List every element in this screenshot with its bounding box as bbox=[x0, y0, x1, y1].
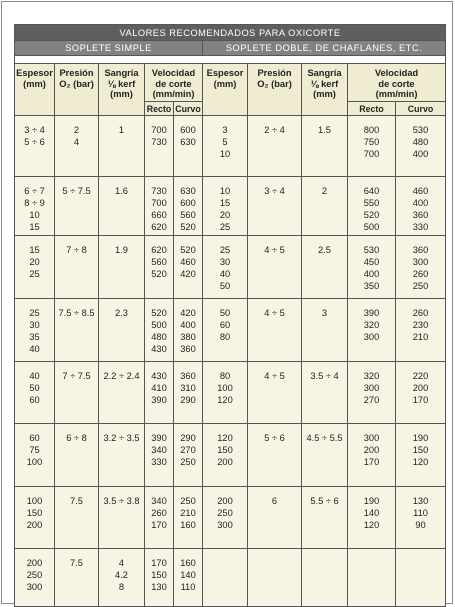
cell-simple-espesor bbox=[15, 236, 55, 299]
cell-doble-sangria bbox=[302, 177, 348, 236]
cell-value: 600 bbox=[180, 198, 196, 208]
cell-simple-sangria bbox=[99, 487, 145, 549]
cell-value: 290 bbox=[180, 395, 196, 405]
cell-value: 260 bbox=[412, 269, 429, 279]
cell-doble-sangria bbox=[302, 424, 348, 487]
cell-simple-sangria bbox=[99, 549, 145, 607]
table-title: VALORES RECOMENDADOS PARA OXICORTE bbox=[15, 25, 446, 41]
table-row bbox=[15, 362, 446, 424]
cell-value: 3 ÷ 4 bbox=[24, 125, 45, 135]
cell-value: 4 ÷ 5 bbox=[264, 371, 285, 381]
cell-value: 7.5 ÷ 8.5 bbox=[58, 308, 95, 318]
cell-doble-sangria bbox=[302, 487, 348, 549]
cell-value: 130 bbox=[151, 582, 167, 592]
cell-value: 340 bbox=[151, 445, 167, 455]
cell-doble-presion bbox=[248, 236, 302, 299]
cell-value: 800 bbox=[363, 125, 380, 135]
cell-doble-espesor bbox=[203, 424, 248, 487]
cell-value: 750 bbox=[363, 137, 380, 147]
cell-value: 100 bbox=[217, 383, 233, 393]
table-row bbox=[15, 116, 446, 177]
cell-simple-curvo bbox=[174, 299, 203, 362]
cell-simple-presion bbox=[55, 362, 99, 424]
cell-value: 220 bbox=[412, 371, 429, 381]
cell-value: 25 bbox=[219, 245, 231, 255]
cell-simple-recto bbox=[145, 177, 174, 236]
cell-value: 100 bbox=[26, 496, 43, 506]
cell-simple-sangria bbox=[99, 424, 145, 487]
cell-doble-curvo bbox=[396, 362, 446, 424]
cell-value: 2 bbox=[321, 186, 328, 196]
cell-value: 1.9 bbox=[115, 245, 128, 255]
cell-value: 3 ÷ 4 bbox=[264, 186, 285, 196]
cell-value: 250 bbox=[217, 508, 233, 518]
cell-value: 700 bbox=[363, 149, 380, 159]
section-doble: SOPLETE DOBLE, DE CHAFLANES, ETC. bbox=[203, 41, 446, 56]
cell-doble-recto bbox=[348, 424, 396, 487]
cell-simple-recto bbox=[145, 424, 174, 487]
cell-value: 420 bbox=[180, 308, 196, 318]
cell-simple-curvo bbox=[174, 236, 203, 299]
cell-value: 300 bbox=[26, 582, 43, 592]
cell-doble-recto bbox=[348, 362, 396, 424]
cell-value: 15 bbox=[29, 222, 40, 232]
cell-simple-curvo bbox=[174, 549, 203, 607]
cell-value: 200 bbox=[412, 383, 429, 393]
cell-doble-recto bbox=[348, 487, 396, 549]
cell-simple-espesor bbox=[15, 362, 55, 424]
cell-value: 480 bbox=[412, 137, 429, 147]
cell-value: 140 bbox=[180, 570, 196, 580]
cell-doble-curvo bbox=[396, 487, 446, 549]
cell-simple-presion bbox=[55, 299, 99, 362]
cell-doble-presion bbox=[248, 299, 302, 362]
cell-value: 300 bbox=[217, 520, 233, 530]
cell-value: 4.2 bbox=[115, 570, 128, 580]
cell-value: 2 ÷ 4 bbox=[264, 125, 285, 135]
cell-value: 80 bbox=[219, 332, 231, 342]
cell-value: 25 bbox=[29, 269, 40, 279]
cell-value: 450 bbox=[363, 257, 380, 267]
cell-value: 290 bbox=[180, 433, 196, 443]
cell-value: 35 bbox=[29, 332, 40, 342]
table-row bbox=[15, 487, 446, 549]
cell-value: 170 bbox=[151, 558, 167, 568]
cell-simple-espesor bbox=[15, 177, 55, 236]
cell-value: 620 bbox=[151, 245, 167, 255]
header-presion: Presión O₂ (bar) bbox=[55, 64, 99, 116]
cell-doble-sangria bbox=[302, 236, 348, 299]
cell-value: 190 bbox=[412, 433, 429, 443]
cell-value: 300 bbox=[412, 257, 429, 267]
cell-value: 520 bbox=[180, 245, 196, 255]
cell-doble-recto bbox=[348, 177, 396, 236]
oxicorte-table bbox=[14, 24, 446, 607]
cell-value: 50 bbox=[219, 308, 231, 318]
cell-value: 160 bbox=[180, 520, 196, 530]
cell-value: 60 bbox=[219, 320, 231, 330]
cell-doble-sangria bbox=[302, 362, 348, 424]
cell-simple-curvo bbox=[174, 362, 203, 424]
cell-value: 10 bbox=[29, 210, 40, 220]
header-sangria: Sangría ⅛ kerf (mm) bbox=[99, 64, 145, 116]
cell-value: 4 bbox=[118, 558, 125, 568]
cell-value: 630 bbox=[180, 137, 196, 147]
cell-value: 1.6 bbox=[115, 186, 128, 196]
header-curvo-doble: Curvo bbox=[396, 102, 446, 116]
cell-value: 410 bbox=[151, 383, 167, 393]
cell-value: 530 bbox=[363, 245, 380, 255]
cell-value: 400 bbox=[363, 269, 380, 279]
header-recto: Recto bbox=[145, 102, 174, 116]
cell-doble-espesor bbox=[203, 236, 248, 299]
cell-simple-presion bbox=[55, 236, 99, 299]
cell-value: 6 ÷ 8 bbox=[66, 433, 87, 443]
cell-simple-recto bbox=[145, 362, 174, 424]
cell-value: 4 ÷ 5 bbox=[264, 308, 285, 318]
cell-value: 300 bbox=[363, 383, 380, 393]
cell-doble-presion bbox=[248, 362, 302, 424]
cell-value: 360 bbox=[412, 210, 429, 220]
cell-value: 10 bbox=[219, 149, 231, 159]
cell-value: 310 bbox=[180, 383, 196, 393]
cell-simple-espesor bbox=[15, 116, 55, 177]
cell-value: 7.5 bbox=[70, 558, 83, 568]
cell-value: 4.5 ÷ 5.5 bbox=[306, 433, 343, 443]
cell-value: 20 bbox=[29, 257, 40, 267]
cell-value: 250 bbox=[180, 457, 196, 467]
cell-value: 120 bbox=[363, 520, 380, 530]
header-velocidad-doble: Velocidad de corte (mm/min) bbox=[348, 64, 446, 102]
cell-value: 140 bbox=[363, 508, 380, 518]
cell-value: 320 bbox=[363, 320, 380, 330]
cell-value: 60 bbox=[29, 433, 40, 443]
cell-value: 430 bbox=[151, 344, 167, 354]
cell-simple-recto bbox=[145, 236, 174, 299]
cell-doble-curvo bbox=[396, 424, 446, 487]
cell-doble-recto bbox=[348, 299, 396, 362]
cell-value: 200 bbox=[217, 496, 233, 506]
header-espesor: Espesor (mm) bbox=[15, 64, 55, 116]
cell-value: 80 bbox=[219, 371, 231, 381]
cell-value: 150 bbox=[151, 570, 167, 580]
cell-doble-curvo bbox=[396, 549, 446, 607]
document-frame bbox=[1, 1, 453, 604]
table-row bbox=[15, 177, 446, 236]
cell-value: 190 bbox=[363, 496, 380, 506]
cell-value: 160 bbox=[180, 558, 196, 568]
cell-value: 7 ÷ 7.5 bbox=[62, 371, 91, 381]
cell-value: 50 bbox=[219, 281, 231, 291]
cell-value: 3.5 ÷ 3.8 bbox=[103, 496, 140, 506]
cell-value: 7 ÷ 8 bbox=[66, 245, 87, 255]
cell-value: 320 bbox=[363, 371, 380, 381]
cell-doble-recto bbox=[348, 549, 396, 607]
cell-value: 40 bbox=[219, 269, 231, 279]
section-simple: SOPLETE SIMPLE bbox=[15, 41, 203, 56]
cell-simple-espesor bbox=[15, 549, 55, 607]
cell-doble-espesor bbox=[203, 299, 248, 362]
cell-doble-espesor bbox=[203, 116, 248, 177]
cell-value: 60 bbox=[29, 395, 40, 405]
cell-value: 210 bbox=[412, 332, 429, 342]
cell-value: 6 bbox=[271, 496, 278, 506]
cell-value: 560 bbox=[180, 210, 196, 220]
header-presion-doble: Presión O₂ (bar) bbox=[248, 64, 302, 116]
cell-value: 100 bbox=[26, 457, 43, 467]
cell-value: 360 bbox=[412, 245, 429, 255]
cell-simple-recto bbox=[145, 116, 174, 177]
cell-doble-espesor bbox=[203, 549, 248, 607]
cell-simple-curvo bbox=[174, 177, 203, 236]
cell-value: 230 bbox=[412, 320, 429, 330]
cell-value: 40 bbox=[29, 344, 40, 354]
cell-value: 400 bbox=[412, 198, 429, 208]
cell-simple-presion bbox=[55, 424, 99, 487]
cell-value: 150 bbox=[217, 445, 233, 455]
cell-value: 500 bbox=[363, 222, 380, 232]
cell-value: 260 bbox=[151, 508, 167, 518]
cell-value: 6 ÷ 7 bbox=[24, 186, 45, 196]
cell-value: 8 bbox=[118, 582, 125, 592]
cell-value: 390 bbox=[363, 308, 380, 318]
cell-value: 5 ÷ 7.5 bbox=[62, 186, 91, 196]
cell-value: 520 bbox=[151, 308, 167, 318]
header-recto-doble: Recto bbox=[348, 102, 396, 116]
header-curvo: Curvo bbox=[175, 103, 201, 114]
cell-doble-recto bbox=[348, 236, 396, 299]
cell-value: 15 bbox=[29, 245, 40, 255]
cell-value: 360 bbox=[180, 371, 196, 381]
cell-doble-presion bbox=[248, 549, 302, 607]
cell-doble-presion bbox=[248, 424, 302, 487]
cell-value: 340 bbox=[151, 496, 167, 506]
cell-simple-presion bbox=[55, 116, 99, 177]
cell-value: 480 bbox=[151, 332, 167, 342]
cell-doble-espesor bbox=[203, 487, 248, 549]
cell-value: 90 bbox=[415, 520, 426, 530]
cell-simple-espesor bbox=[15, 487, 55, 549]
cell-value: 730 bbox=[151, 186, 167, 196]
cell-value: 3.2 ÷ 3.5 bbox=[103, 433, 140, 443]
cell-value: 500 bbox=[151, 320, 167, 330]
cell-value: 25 bbox=[29, 308, 40, 318]
cell-simple-recto bbox=[145, 299, 174, 362]
cell-doble-curvo bbox=[396, 236, 446, 299]
cell-value: 270 bbox=[180, 445, 196, 455]
cell-value: 8 ÷ 9 bbox=[24, 198, 45, 208]
cell-simple-presion bbox=[55, 549, 99, 607]
cell-value: 30 bbox=[219, 257, 231, 267]
table-row bbox=[15, 299, 446, 362]
cell-simple-recto bbox=[145, 549, 174, 607]
cell-value: 390 bbox=[151, 433, 167, 443]
cell-value: 640 bbox=[363, 186, 380, 196]
cell-value: 360 bbox=[180, 344, 196, 354]
cell-simple-sangria bbox=[99, 177, 145, 236]
cell-simple-presion bbox=[55, 177, 99, 236]
cell-doble-presion bbox=[248, 177, 302, 236]
cell-value: 50 bbox=[29, 383, 40, 393]
cell-value: 400 bbox=[412, 149, 429, 159]
cell-doble-curvo bbox=[396, 299, 446, 362]
cell-value: 250 bbox=[180, 496, 196, 506]
cell-value: 150 bbox=[26, 508, 43, 518]
cell-value: 600 bbox=[180, 125, 196, 135]
cell-value: 120 bbox=[217, 395, 233, 405]
cell-value: 7.5 bbox=[70, 496, 83, 506]
cell-value: 2.2 ÷ 2.4 bbox=[103, 371, 140, 381]
cell-value: 530 bbox=[412, 125, 429, 135]
cell-value: 120 bbox=[217, 433, 233, 443]
cell-value: 300 bbox=[363, 433, 380, 443]
cell-value: 4 bbox=[73, 137, 80, 147]
cell-simple-sangria bbox=[99, 362, 145, 424]
cell-value: 550 bbox=[363, 198, 380, 208]
cell-value: 700 bbox=[151, 198, 167, 208]
cell-value: 5 ÷ 6 bbox=[24, 137, 45, 147]
cell-value: 400 bbox=[180, 320, 196, 330]
cell-value: 1 bbox=[118, 125, 125, 135]
cell-value: 200 bbox=[26, 558, 43, 568]
cell-value: 520 bbox=[180, 222, 196, 232]
cell-doble-recto bbox=[348, 116, 396, 177]
cell-doble-espesor bbox=[203, 177, 248, 236]
cell-simple-sangria bbox=[99, 236, 145, 299]
cell-value: 110 bbox=[180, 582, 196, 592]
cell-doble-sangria bbox=[302, 549, 348, 607]
cell-value: 700 bbox=[151, 125, 167, 135]
cell-value: 170 bbox=[363, 457, 380, 467]
cell-doble-espesor bbox=[203, 362, 248, 424]
cell-value: 170 bbox=[151, 520, 167, 530]
cell-simple-curvo bbox=[174, 487, 203, 549]
cell-value: 75 bbox=[29, 445, 40, 455]
cell-doble-presion bbox=[248, 487, 302, 549]
cell-value: 3 bbox=[321, 308, 328, 318]
cell-value: 250 bbox=[412, 281, 429, 291]
cell-value: 460 bbox=[180, 257, 196, 267]
cell-value: 5 ÷ 6 bbox=[264, 433, 285, 443]
cell-value: 350 bbox=[363, 281, 380, 291]
table-row bbox=[15, 549, 446, 607]
cell-value: 25 bbox=[219, 222, 231, 232]
header-espesor-doble: Espesor (mm) bbox=[203, 64, 248, 116]
cell-doble-curvo bbox=[396, 177, 446, 236]
cell-value: 200 bbox=[26, 520, 43, 530]
cell-simple-sangria bbox=[99, 299, 145, 362]
cell-value: 250 bbox=[26, 570, 43, 580]
table-row bbox=[15, 424, 446, 487]
cell-simple-espesor bbox=[15, 299, 55, 362]
cell-value: 200 bbox=[217, 457, 233, 467]
cell-value: 390 bbox=[151, 395, 167, 405]
cell-value: 520 bbox=[363, 210, 380, 220]
cell-simple-presion bbox=[55, 487, 99, 549]
cell-value: 20 bbox=[219, 210, 231, 220]
cell-value: 1.5 bbox=[318, 125, 331, 135]
cell-value: 260 bbox=[412, 308, 429, 318]
cell-doble-presion bbox=[248, 116, 302, 177]
header-sangria-doble: Sangría ⅛ kerf (mm) bbox=[302, 64, 348, 116]
cell-simple-recto bbox=[145, 487, 174, 549]
cell-value: 110 bbox=[413, 508, 428, 518]
cell-value: 2.5 bbox=[318, 245, 331, 255]
cell-doble-sangria bbox=[302, 116, 348, 177]
header-velocidad: Velocidad de corte (mm/min) bbox=[145, 64, 203, 102]
cell-value: 5.5 ÷ 6 bbox=[310, 496, 339, 506]
cell-value: 730 bbox=[151, 137, 167, 147]
cell-simple-curvo bbox=[174, 116, 203, 177]
cell-value: 120 bbox=[412, 457, 429, 467]
cell-value: 560 bbox=[151, 257, 167, 267]
cell-value: 30 bbox=[29, 320, 40, 330]
cell-simple-sangria bbox=[99, 116, 145, 177]
cell-value: 380 bbox=[180, 332, 196, 342]
cell-value: 15 bbox=[219, 198, 231, 208]
cell-value: 4 ÷ 5 bbox=[264, 245, 285, 255]
cell-value: 330 bbox=[151, 457, 167, 467]
cell-simple-espesor bbox=[15, 424, 55, 487]
cell-value: 40 bbox=[29, 371, 40, 381]
cell-simple-curvo bbox=[174, 424, 203, 487]
cell-value: 630 bbox=[180, 186, 196, 196]
cell-value: 150 bbox=[412, 445, 429, 455]
cell-value: 130 bbox=[412, 496, 429, 506]
cell-value: 210 bbox=[180, 508, 196, 518]
cell-value: 170 bbox=[412, 395, 429, 405]
cell-doble-sangria bbox=[302, 299, 348, 362]
cell-value: 420 bbox=[180, 269, 196, 279]
cell-value: 300 bbox=[363, 332, 380, 342]
cell-value: 460 bbox=[412, 186, 429, 196]
cell-value: 2 bbox=[73, 125, 80, 135]
cell-value: 660 bbox=[151, 210, 167, 220]
spacer bbox=[15, 56, 446, 64]
cell-value: 5 bbox=[222, 137, 228, 147]
cell-value: 10 bbox=[219, 186, 231, 196]
cell-doble-curvo bbox=[396, 116, 446, 177]
cell-value: 270 bbox=[363, 395, 380, 405]
cell-value: 3 bbox=[222, 125, 228, 135]
cell-value: 330 bbox=[412, 222, 429, 232]
cell-value: 2.3 bbox=[115, 308, 128, 318]
cell-value: 3.5 ÷ 4 bbox=[310, 371, 339, 381]
cell-value: 200 bbox=[363, 445, 380, 455]
table-row bbox=[15, 236, 446, 299]
cell-value: 430 bbox=[151, 371, 167, 381]
cell-value: 620 bbox=[151, 222, 167, 232]
cell-value: 520 bbox=[151, 269, 167, 279]
